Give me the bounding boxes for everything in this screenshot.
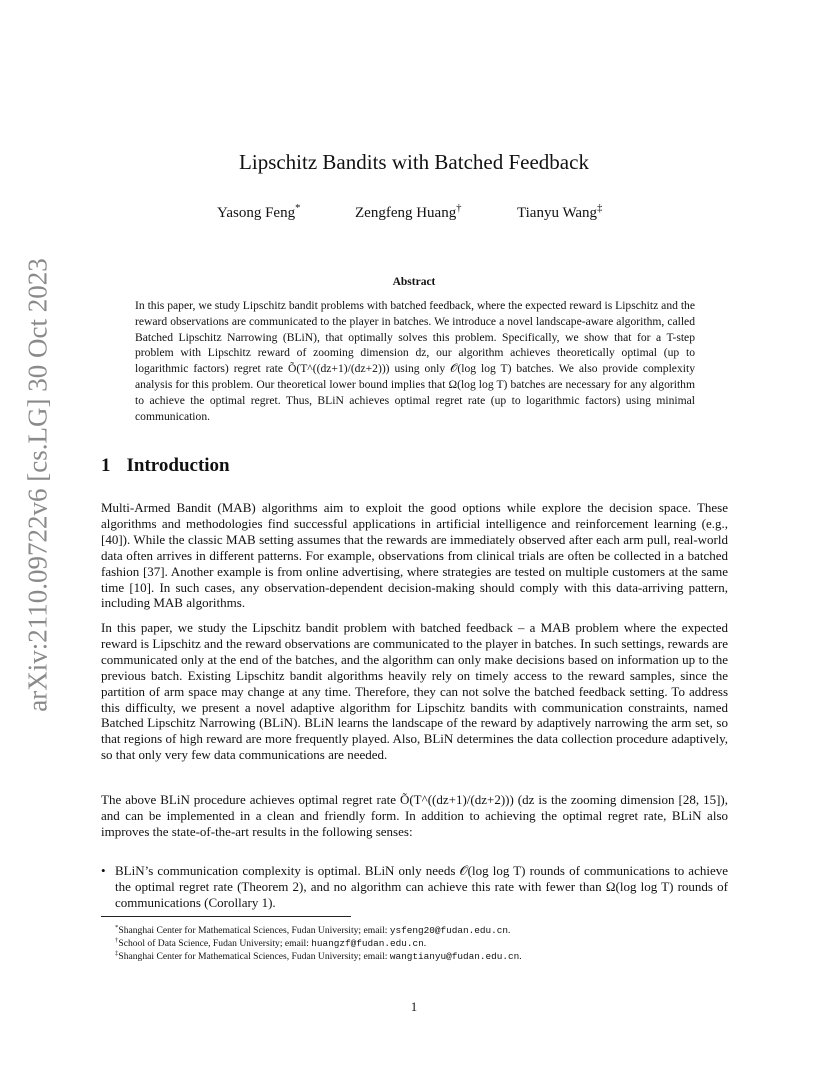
arxiv-side-identifier — [22, 258, 54, 712]
author-footnote-mark: * — [295, 203, 301, 214]
page-number: 1 — [410, 1000, 418, 1014]
footnote-mark: * — [115, 924, 119, 931]
author-footnote-mark: † — [456, 203, 462, 214]
footnote-text: Shanghai Center for Mathematical Sciences, Fudan University; email: — [118, 925, 390, 937]
footnote-text: Shanghai Center for Mathematical Sciences, Fudan University; email: — [118, 951, 390, 963]
bullet-icon: • — [101, 863, 106, 878]
paragraph-1: Multi-Armed Bandit (MAB) algorithms aim to exploit the good options while explore the decision space. These algorithms and methodologies find successful applications in artificial intelligence and reinforcement learning (e.g., [40]). While the classic MAB setting assumes that the rewards are immediately observed after each arm pull, real-world data often arrives in different patterns. For example, observations from clinical trials are often be collected in a batched fashion [37]. Another example is from online advertising, where strategies are tested on multiple customers at the same time [10]. In such cases, any observation-dependent decision-making should comply with this data-arriving pattern, including MAB algorithms. — [101, 500, 728, 611]
abstract-heading: Abstract — [392, 276, 436, 288]
paragraph-3: The above BLiN procedure achieves optimal regret rate Õ(T^((dz+1)/(dz+2))) (dz is the zooming dimension [28, 15]), and can be implemented in a clean and friendly form. In addition to achieving the optimal regret rate, BLiN also improves the state-of-the-art results in the following senses: — [101, 792, 728, 839]
paragraph-2: In this paper, we study the Lipschitz bandit problem with batched feedback – a MAB problem where the expected reward is Lipschitz and the reward observations are communicated to the player in batches. In such settings, rewards are communicated only at the end of the batches, and the algorithm can only make decisions based on information up to the previous batch. Existing Lipschitz bandit algorithms heavily rely on timely access to the reward samples, since the partition of arm space may change at any time. Therefore, they can not solve the batched feedback setting. To address this difficulty, we present a novel adaptive algorithm for Lipschitz bandits with communication constraints, named Batched Lipschitz Narrowing (BLiN). BLiN learns the landscape of the reward by adaptively narrowing the arm set, so that regions of high reward are more frequently played. Also, BLiN determines the data collection procedure adaptively, so that only very few data communications are needed. — [101, 620, 728, 763]
author-1 — [217, 203, 300, 222]
footnote-email: wangtianyu@fudan.edu.cn — [389, 951, 520, 963]
footnote-email: ysfeng20@fudan.edu.cn — [389, 925, 508, 937]
author-3 — [517, 203, 602, 222]
section-title: Introduction — [126, 455, 230, 476]
footnote-text: School of Data Science, Fudan University; email: — [118, 938, 312, 950]
section-heading — [101, 455, 230, 477]
footnote-rule — [101, 916, 351, 917]
bullet-item — [101, 863, 728, 911]
footnote-3 — [115, 948, 522, 963]
footnote-end: . — [423, 938, 427, 950]
author-2 — [355, 203, 461, 222]
author-name: Zengfeng Huang — [355, 205, 457, 221]
paper-title: Lipschitz Bandits with Batched Feedback — [239, 150, 589, 174]
bullet-text: BLiN’s communication complexity is optimal. BLiN only needs 𝒪(log log T) rounds of communications to achieve the optimal regret rate (Theorem 2), and no algorithm can achieve this rate with fewer than Ω(log log T) rounds of communications (Corollary 1). — [115, 863, 728, 910]
footnote-end: . — [508, 925, 511, 937]
author-footnote-mark: ‡ — [597, 203, 603, 214]
arxiv-identifier-text: arXiv:2110.09722v6 [cs.LG] 30 Oct 2023 — [22, 258, 53, 712]
author-name: Tianyu Wang — [517, 205, 598, 221]
footnote-email: huangzf@fudan.edu.cn — [311, 938, 424, 950]
footnote-mark: ‡ — [115, 950, 119, 957]
section-number: 1 — [101, 455, 111, 476]
abstract-text: In this paper, we study Lipschitz bandit problems with batched feedback, where the expected reward is Lipschitz and the reward observations are communicated to the player in batches. We introduce a novel landscape-aware algorithm, called Batched Lipschitz Narrowing (BLiN), that optimally solves this problem. Specifically, we show that for a T-step problem with Lipschitz reward of zooming dimension dz, our algorithm achieves theoretically optimal (up to logarithmic factors) regret rate Õ(T^((dz+1)/(dz+2))) using only 𝒪(log log T) batches. We also provide complexity analysis for this problem. Our theoretical lower bound implies that Ω(log log T) batches are necessary for any algorithm to achieve the optimal regret. Thus, BLiN achieves optimal regret rate (up to logarithmic factors) using minimal communication. — [135, 299, 695, 423]
footnote-mark: † — [115, 937, 119, 944]
footnote-end: . — [519, 951, 522, 963]
author-name: Yasong Feng — [217, 205, 296, 221]
